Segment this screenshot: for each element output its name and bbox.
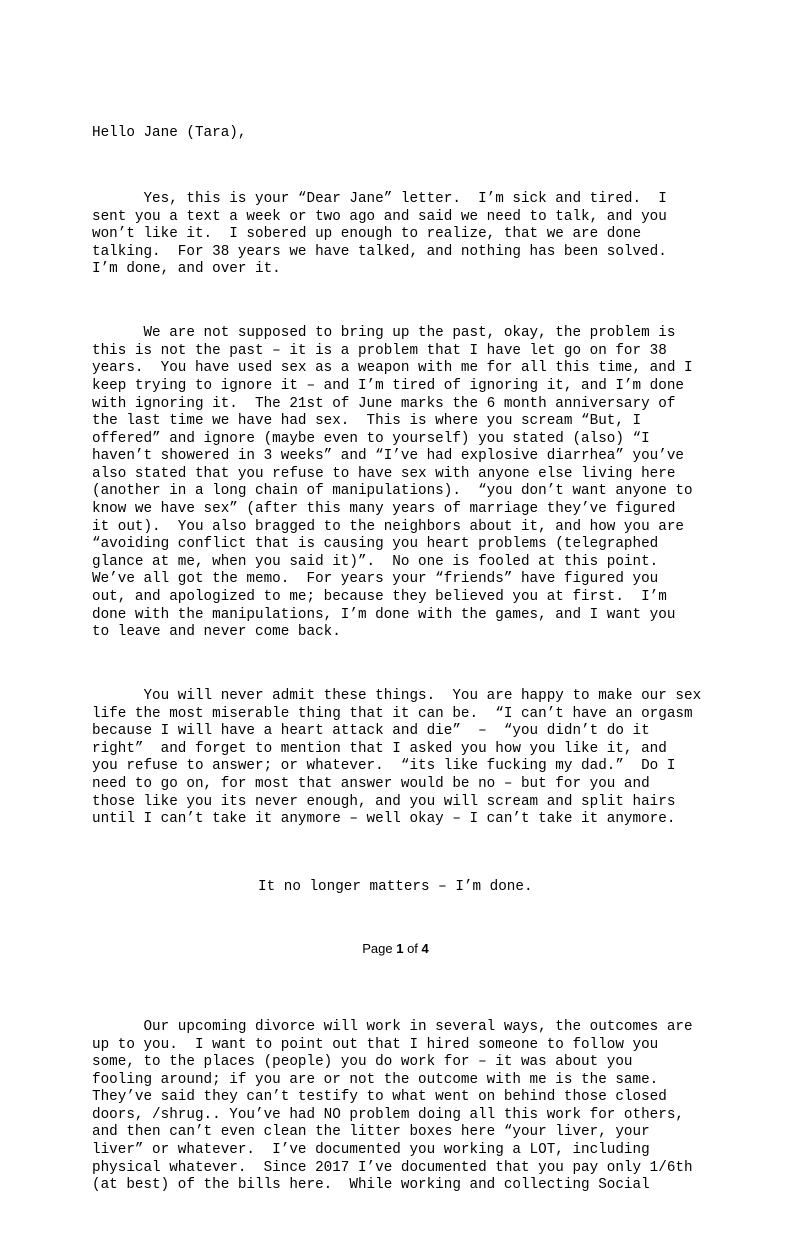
page-footer	[0, 941, 791, 956]
paragraph-4: Our upcoming divorce will work in several ways, the outcomes are up to you. I want to point out that I hired someone to follow you some, to the places (people) you do work for – it was about you fooling around; if you are or not the outcome with me is the same. They’ve said they can’t testify to what went on behind those closed doors, /shrug.. You’ve had NO problem doing all this work for others, and then can’t even clean the litter boxes here “your liver, your liver” or whatever. I’ve documented you working a LOT, including physical whatever. Since 2017 I’ve documented that you pay only 1/6th (at best) of the bills here. While working and collecting Social	[92, 1018, 693, 1194]
page-current-number: 1	[396, 941, 404, 956]
letter-body	[92, 90, 732, 1241]
page-word: Page	[362, 941, 393, 956]
page-total-number: 4	[421, 941, 429, 956]
centered-statement: It no longer matters – I’m done.	[258, 878, 533, 895]
salutation: Hello Jane (Tara),	[92, 125, 247, 142]
paragraph-3: You will never admit these things. You are happy to make our sex life the most miserable thing that it can be. “I can’t have an orgasm because I will have a heart attack and die” – “you didn’t do it right” and forget to mention that I asked you how you like it, and you refuse to answer; or whatever. “its like fucking my dad.” Do I need to go on, for most that answer would be no – but for you and those like you its never enough, and you will scream and split hairs until I can’t take it anymore – well okay – I can’t take it anymore.	[92, 688, 702, 828]
paragraph-1: Yes, this is your “Dear Jane” letter. I’m sick and tired. I sent you a text a week or two ago and said we need to talk, and you won’t like it. I sobered up enough to realize, that we are done talking. For 38 years we have talked, and nothing has been solved. I’m done, and over it.	[92, 190, 667, 278]
paragraph-2: We are not supposed to bring up the past, okay, the problem is this is not the past – it is a problem that I have let go on for 38 years. You have used sex as a weapon with me for all this time, and I keep trying to ignore it – and I’m tired of ignoring it, and I’m done with ignoring it. The 21st of June marks the 6 month anniversary of the last time we have had sex. This is where you scream “But, I offered” and ignore (maybe even to yourself) you stated (also) “I haven’t showered in 3 weeks” and “I’ve had explosive diarrhea” you’ve also stated that you refuse to have sex with anyone else living here (another in a long chain of manipulations). “you don’t want anyone to know we have sex” (after this many years of marriage they’ve figured it out). You also bragged to the neighbors about it, and how you are “avoiding conflict that is causing you heart problems (telegraphed glance at me, when you said it)”. No one is fooled at this point. We’ve all got the memo. For years your “friends” have figured you out, and apologized to me; because they believed you at first. I’m done with the manipulations, I’m done with the games, and I want you to leave and never come back.	[92, 325, 693, 641]
of-word: of	[407, 941, 418, 956]
